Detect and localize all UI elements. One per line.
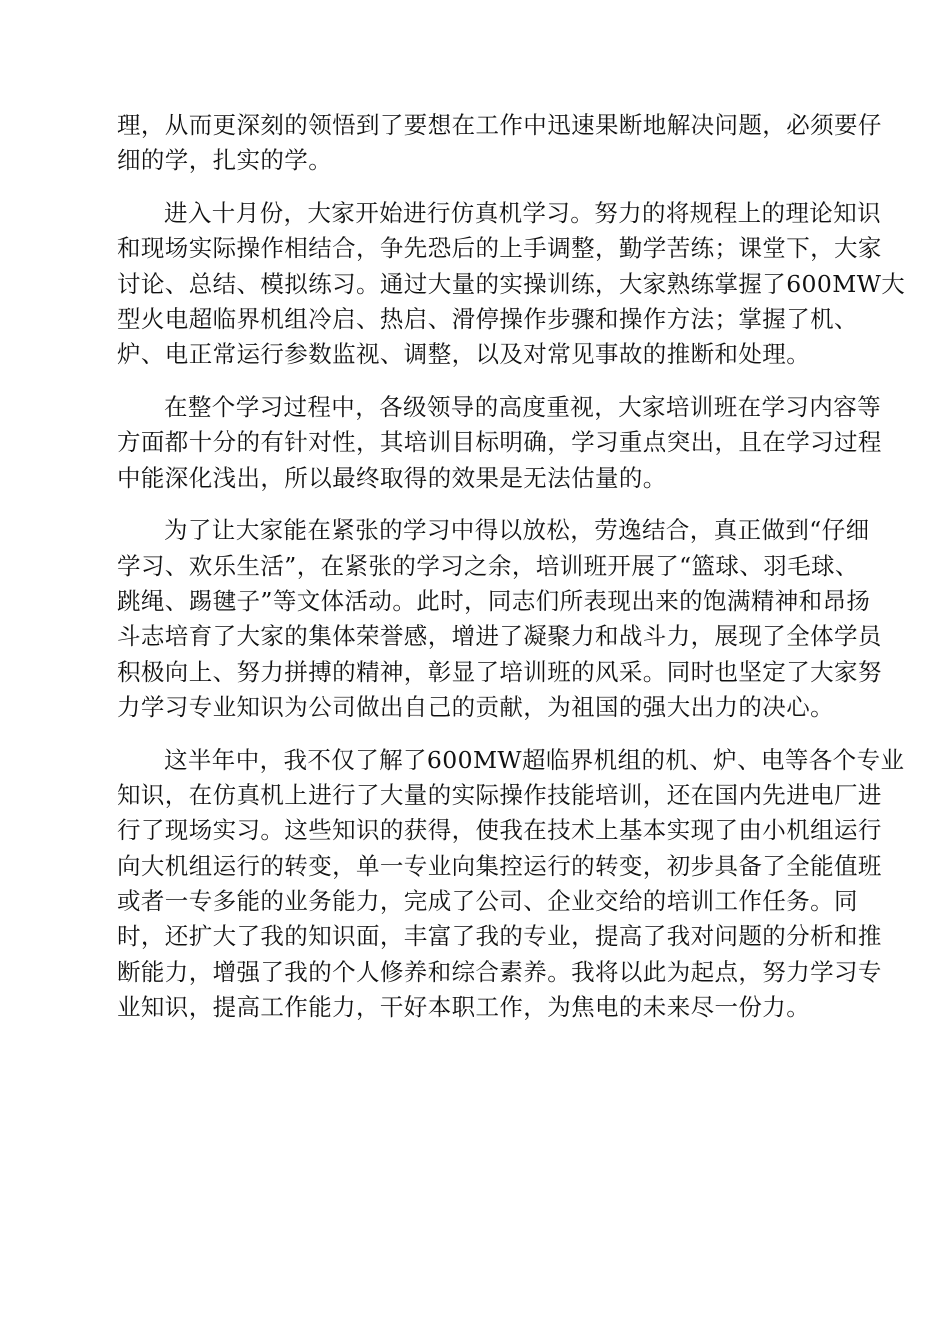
paragraph-line: 向大机组运行的转变，单一专业向集控运行的转变，初步具备了全能值班 <box>117 851 882 880</box>
paragraph-line: 型火电超临界机组冷启、热启、滑停操作步骤和操作方法；掌握了机、 <box>117 304 858 333</box>
paragraph-line: 知识，在仿真机上进行了大量的实际操作技能培训，还在国内先进电厂进 <box>117 781 882 810</box>
paragraph-line: 中能深化浅出，所以最终取得的效果是无法估量的。 <box>117 463 667 492</box>
paragraph-line: 业知识，提高工作能力，干好本职工作，为焦电的未来尽一份力。 <box>117 992 811 1021</box>
paragraph-line: 积极向上、努力拼搏的精神，彰显了培训班的风采。同时也坚定了大家努 <box>117 657 882 686</box>
paragraph-line: 这半年中，我不仅了解了600MW超临界机组的机、炉、电等各个专业 <box>164 745 905 774</box>
paragraph-line: 方面都十分的有针对性，其培训目标明确，学习重点突出，且在学习过程 <box>117 428 882 457</box>
paragraph <box>117 196 906 372</box>
paragraph-line: 或者一专多能的业务能力，完成了公司、企业交给的培训工作任务。同 <box>117 886 858 915</box>
paragraph <box>117 743 905 1025</box>
paragraph-line: 力学习专业知识为公司做出自己的贡献，为祖国的强大出力的决心。 <box>117 692 834 721</box>
paragraph-line: 细的学，扎实的学。 <box>117 146 333 175</box>
paragraph-line: 在整个学习过程中，各级领导的高度重视，大家培训班在学习内容等 <box>164 393 881 422</box>
paragraph-line: 理，从而更深刻的领悟到了要想在工作中迅速果断地解决问题，必须要仔 <box>117 111 882 139</box>
paragraph-line: 斗志培育了大家的集体荣誉感，增进了凝聚力和战斗力，展现了全体学员 <box>117 622 882 651</box>
paragraph-line: 进入十月份，大家开始进行仿真机学习。努力的将规程上的理论知识 <box>164 199 881 228</box>
paragraph-line: 学习、欢乐生活”，在紧张的学习之余，培训班开展了“篮球、羽毛球、 <box>117 551 859 580</box>
paragraph <box>117 513 882 725</box>
paragraph-line: 和现场实际操作相结合，争先恐后的上手调整，勤学苦练；课堂下，大家 <box>117 234 882 263</box>
paragraph-line: 时，还扩大了我的知识面，丰富了我的专业，提高了我对问题的分析和推 <box>117 922 882 951</box>
paragraph-line: 跳绳、踢毽子”等文体活动。此时，同志们所表现出来的饱满精神和昂扬 <box>117 587 871 616</box>
paragraph-line: 为了让大家能在紧张的学习中得以放松，劳逸结合，真正做到“仔细 <box>164 516 870 545</box>
paragraph-line: 炉、电正常运行参数监视、调整，以及对常见事故的推断和处理。 <box>117 340 811 369</box>
paragraph-line: 断能力，增强了我的个人修养和综合素养。我将以此为起点，努力学习专 <box>117 957 882 986</box>
paragraph-line: 行了现场实习。这些知识的获得，使我在技术上基本实现了由小机组运行 <box>117 816 882 845</box>
document-body <box>117 108 906 1043</box>
paragraph <box>117 108 882 179</box>
paragraph-line: 讨论、总结、模拟练习。通过大量的实操训练，大家熟练掌握了600MW大 <box>117 269 906 298</box>
paragraph <box>117 390 882 496</box>
